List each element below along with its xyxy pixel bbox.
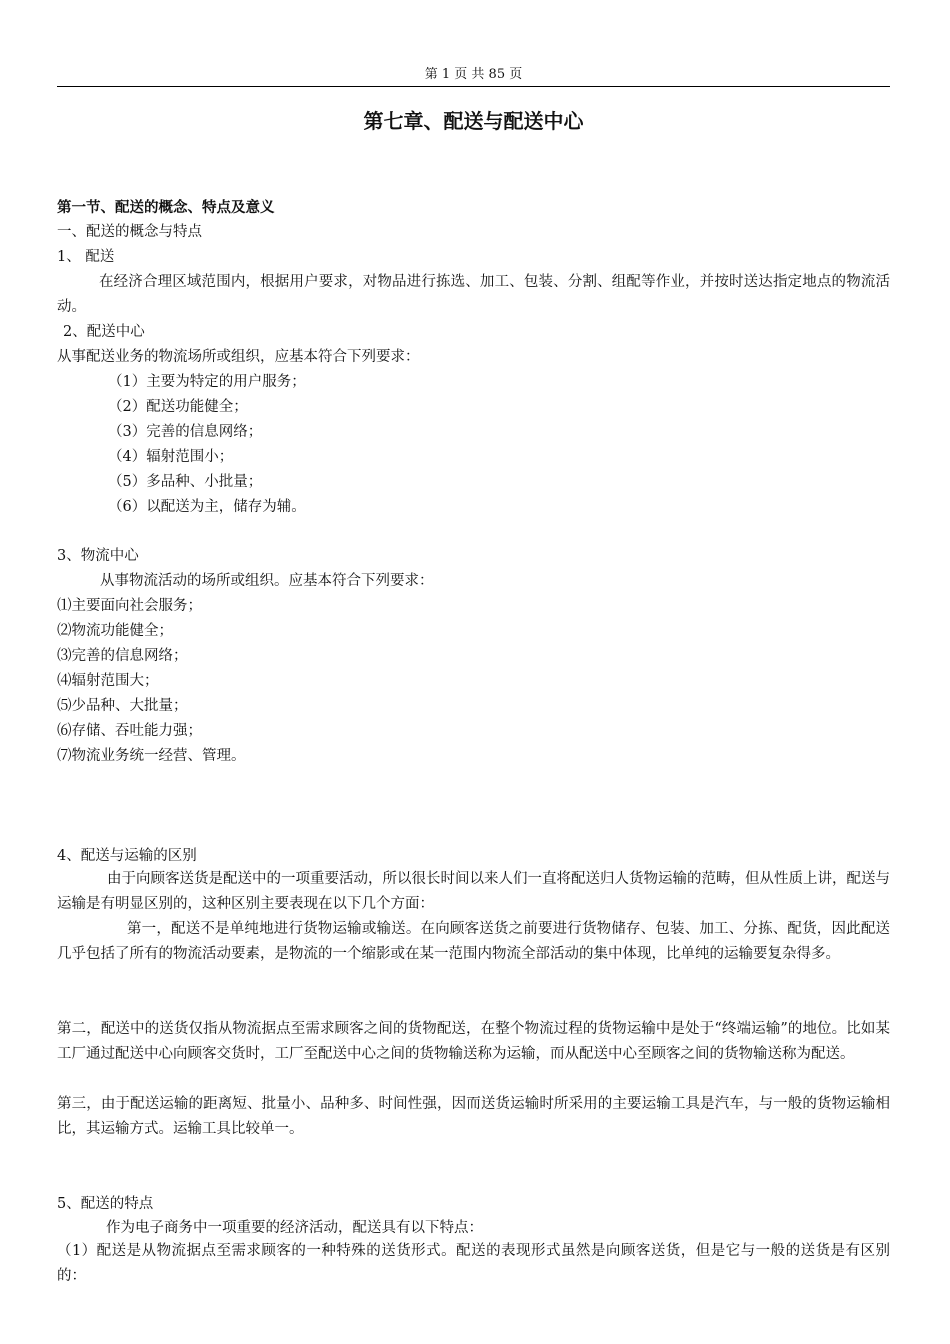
- item3-list-item: ⑺物流业务统一经营、管理。: [57, 748, 246, 764]
- item3-list-item: ⑷辐射范围大；: [57, 673, 159, 689]
- item-heading-2: 2、配送中心: [63, 324, 145, 340]
- item4-paragraph-2: 第一，配送不是单纯地进行货物运输或输送。在向顾客送货之前要进行货物储存、包装、加工、分拣、配货，因此配送几乎包括了所有的物流活动要素，是物流的一个缩影或在某一范围内物流全部活动的集中体现，比单纯的运输要复杂得多。: [57, 921, 890, 962]
- section-heading: 第一节、配送的概念、特点及意义: [57, 199, 275, 216]
- item3-list-item: ⑸少品种、大批量；: [57, 698, 188, 714]
- item3-intro: 从事物流活动的场所或组织。应基本符合下列要求：: [100, 573, 434, 589]
- item3-list-item: ⑵物流功能健全；: [57, 623, 173, 639]
- page-header: 第 1 页 共 85 页: [424, 67, 523, 82]
- item2-list-item: （6）以配送为主，储存为辅。: [108, 499, 306, 515]
- item4-paragraph-4: 第三，由于配送运输的距离短、批量小、品种多、时间性强，因而送货运输时所采用的主要运输工具是汽车，与一般的货物运输相比，其运输方式。运输工具比较单一。: [57, 1096, 890, 1137]
- item5-intro: 作为电子商务中一项重要的经济活动，配送具有以下特点：: [106, 1220, 483, 1236]
- item-heading-1: 1、 配送: [57, 249, 115, 265]
- definition-paragraph: 在经济合理区域范围内，根据用户要求，对物品进行拣选、加工、包装、分割、组配等作业，并按时送达指定地点的物流活动。: [57, 274, 890, 315]
- header-rule: [57, 86, 890, 87]
- item4-paragraph-1: 由于向顾客送货是配送中的一项重要活动，所以很长时间以来人们一直将配送归人货物运输的范畴，但从性质上讲，配送与运输是有明显区别的，这种区别主要表现在以下几个方面：: [57, 871, 890, 912]
- item-heading-4: 4、配送与运输的区别: [57, 848, 197, 864]
- item-heading-3: 3、物流中心: [57, 548, 139, 564]
- subsection-heading: 一、配送的概念与特点: [57, 224, 202, 240]
- item3-list-item: ⑹存储、吞吐能力强；: [57, 723, 202, 739]
- item3-list-item: ⑶完善的信息网络；: [57, 648, 188, 664]
- item2-list-item: （3）完善的信息网络；: [108, 424, 263, 440]
- item5-paragraph-1: （1）配送是从物流据点至需求顾客的一种特殊的送货形式。配送的表现形式虽然是向顾客送货，但是它与一般的送货是有区别的：: [57, 1243, 890, 1284]
- item3-list-item: ⑴主要面向社会服务；: [57, 598, 202, 614]
- item2-list-item: （5）多品种、小批量；: [108, 474, 263, 490]
- chapter-title: 第七章、配送与配送中心: [363, 109, 584, 133]
- item2-intro: 从事配送业务的物流场所或组织，应基本符合下列要求：: [57, 349, 420, 365]
- item-heading-5: 5、配送的特点: [57, 1196, 154, 1212]
- item2-list-item: （1）主要为特定的用户服务；: [108, 374, 306, 390]
- item2-list-item: （4）辐射范围小；: [108, 449, 234, 465]
- item2-list-item: （2）配送功能健全；: [108, 399, 248, 415]
- item4-paragraph-3: 第二，配送中的送货仅指从物流据点至需求顾客之间的货物配送，在整个物流过程的货物运输中是处于“终端运输”的地位。比如某工厂通过配送中心向顾客交货时，工厂至配送中心之间的货物输送称为运输，而从配送中心至顾客之间的货物输送称为配送。: [57, 1021, 890, 1062]
